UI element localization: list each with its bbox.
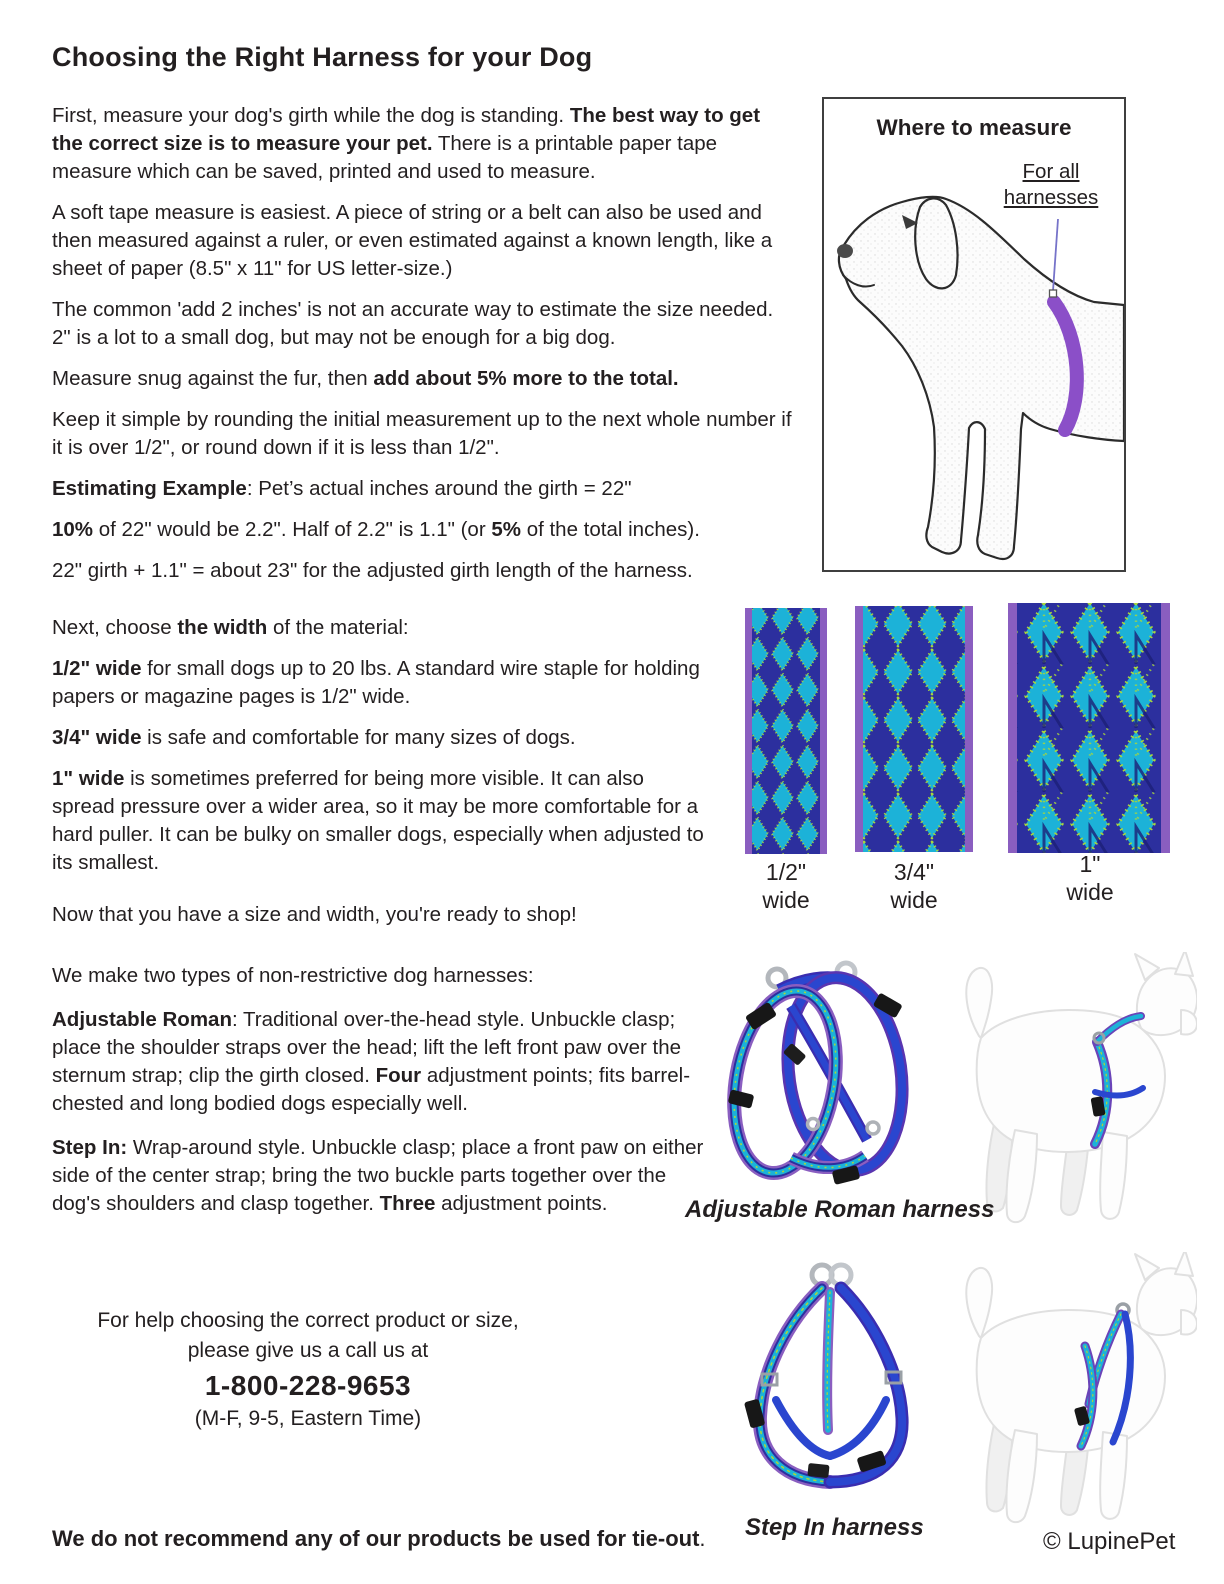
mannequin-tail [966, 968, 992, 1038]
swatch-label-half-inch [726, 858, 846, 914]
metal-ring-small [808, 1119, 819, 1130]
webbing-swatch-half-inch [745, 608, 827, 854]
section-width [52, 614, 707, 890]
paragraph: We make two types of non-restrictive dog harnesses: [52, 964, 534, 987]
swatch-size: 1/2" [765, 859, 807, 885]
swatch-word: wide [762, 887, 810, 913]
copyright-notice: © LupinePet [1043, 1528, 1176, 1555]
webbing-swatches [745, 600, 1175, 856]
paragraph: Now that you have a size and width, you're ready to shop! [52, 903, 577, 926]
section-ready [52, 901, 794, 942]
contact-block [52, 1306, 564, 1432]
paragraph: 22" girth + 1.1" = about 23" for the adjusted girth length of the harness. [52, 559, 693, 582]
mannequin-body [977, 1010, 1165, 1152]
contact-line2: please give us a call us at [187, 1339, 429, 1362]
mannequin-body [977, 1310, 1165, 1452]
paragraph: First, measure your dog's girth while the dog is standing. The best way to get the correct size is to measure your pet. There is a printable paper tape measure which can be saved, printed and used to measure. [52, 104, 761, 183]
paragraph: The common 'add 2 inches' is not an accurate way to estimate the size needed. 2" is a lot to a small dog, but may not be enough for a big dog. [52, 298, 774, 349]
contact-line1: For help choosing the correct product or size, [97, 1309, 519, 1332]
phone-number: 1-800-228-9653 [204, 1370, 412, 1401]
mannequin-ear [1175, 1252, 1193, 1276]
callout-pointer-line [1053, 219, 1058, 291]
section-types [52, 962, 707, 1234]
paragraph: Adjustable Roman: Traditional over-the-head style. Unbuckle clasp; place the shoulder straps over the head; lift the left front paw over the sternum strap; clip the girth closed. Four adjustment points; fits barrel-chested and long bodied dogs especially well. [52, 1008, 691, 1115]
section-intro [52, 102, 794, 598]
mannequin-tail [966, 1268, 992, 1338]
swatch-label-one-inch [1030, 850, 1150, 906]
paragraph: Keep it simple by rounding the initial measurement up to the next whole number if it is over 1/2", or round down if it is less than 1/2". [52, 408, 792, 459]
dog-nose [837, 244, 853, 258]
mannequin-ear [1175, 952, 1193, 976]
webbing-swatch-three-quarter-inch [855, 606, 973, 852]
swatch-label-three-quarter-inch [854, 858, 974, 914]
callout-pointer-handle [1050, 290, 1057, 297]
roman-harness-mannequin-photo [945, 952, 1197, 1228]
roman-harness-caption: Adjustable Roman harness [685, 1196, 995, 1223]
page-title: Choosing the Right Harness for your Dog [52, 42, 593, 72]
paragraph: Estimating Example: Pet’s actual inches around the girth = 22" [52, 477, 632, 500]
measure-callout-label [984, 159, 1118, 211]
swatch-size: 1" [1079, 851, 1101, 877]
swatch-word: wide [890, 887, 938, 913]
measure-callout-line1: For all [1022, 160, 1080, 183]
paragraph: 1" wide is sometimes preferred for being more visible. It can also spread pressure over a wider area, so it may be more comfortable for a hard puller. It can be bulky on smaller dogs, especially when adjusted to its smallest. [52, 767, 704, 874]
roman-harness-photo [727, 952, 919, 1195]
where-to-measure-box [822, 97, 1126, 572]
swatch-word: wide [1066, 879, 1114, 905]
measure-box-title: Where to measure [876, 115, 1072, 140]
stepin-harness-mannequin-photo [945, 1252, 1197, 1528]
paragraph: Step In: Wrap-around style. Unbuckle clasp; place a front paw on either side of the center strap; bring the two buckle parts together over the dog's shoulders and clasp together. Three adjustment points. [52, 1136, 704, 1215]
paragraph: Measure snug against the fur, then add about 5% more to the total. [52, 367, 679, 390]
stepin-harness-photo [718, 1258, 946, 1506]
measure-callout-line2: harnesses [1003, 186, 1099, 209]
phone-hours: (M-F, 9-5, Eastern Time) [194, 1407, 422, 1430]
slider [807, 1463, 829, 1478]
footer-note: We do not recommend any of our products be used for tie-out. [52, 1526, 706, 1551]
paragraph: 1/2" wide for small dogs up to 20 lbs. A standard wire staple for holding papers or magazine pages is 1/2" wide. [52, 657, 700, 708]
swatch-size: 3/4" [893, 859, 935, 885]
paragraph: 3/4" wide is safe and comfortable for many sizes of dogs. [52, 726, 576, 749]
stepin-harness-caption: Step In harness [745, 1514, 924, 1541]
metal-ring-small [867, 1122, 879, 1134]
paragraph: Next, choose the width of the material: [52, 616, 409, 639]
webbing-swatch-one-inch [1008, 603, 1170, 853]
paragraph: A soft tape measure is easiest. A piece of string or a belt can also be used and then measured against a ruler, or even estimated against a known length, like a sheet of paper (8.5" x 11" for US letter-size.) [52, 201, 773, 280]
paragraph: 10% of 22" would be 2.2". Half of 2.2" is 1.1" (or 5% of the total inches). [52, 518, 700, 541]
